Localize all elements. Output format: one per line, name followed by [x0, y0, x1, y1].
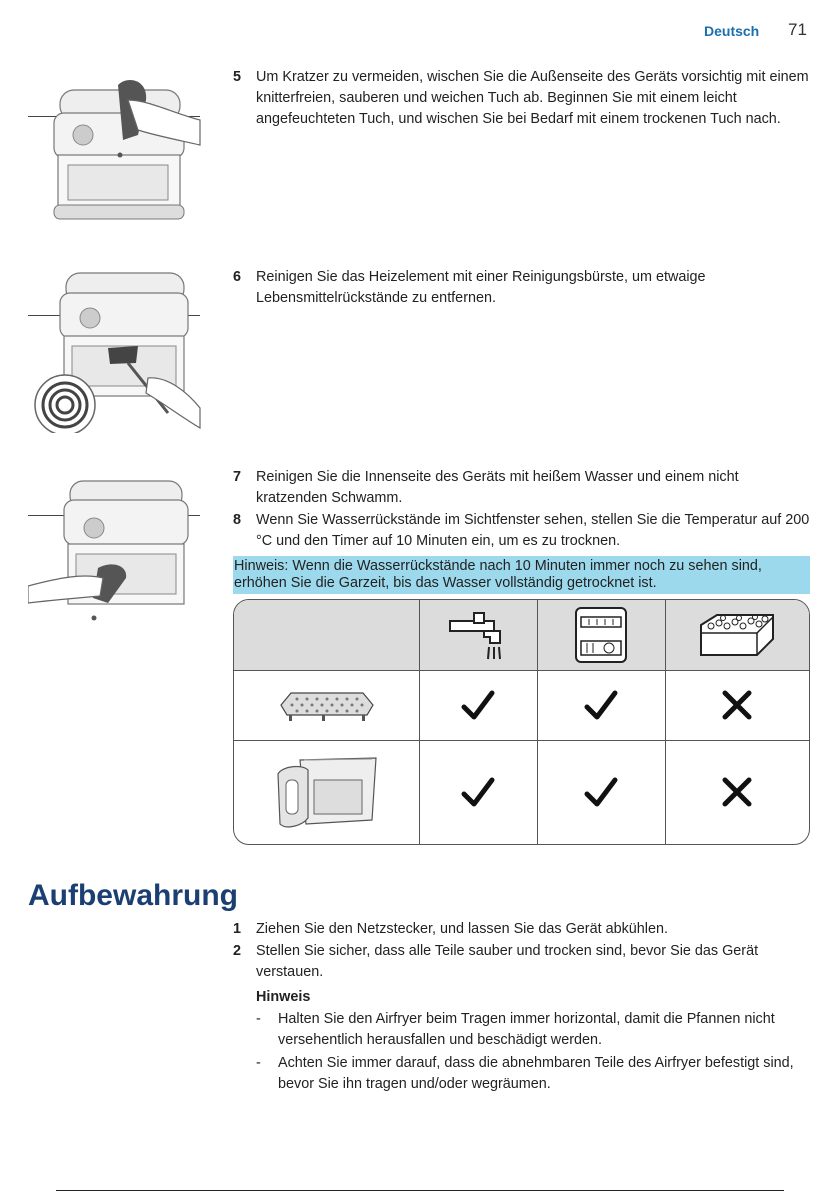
airfryer-brush-illustration: [28, 268, 203, 433]
tap-water-icon: [419, 600, 537, 670]
note-title: Hinweis: [256, 989, 311, 1005]
step-number: 6: [233, 269, 242, 285]
note-bullet: [256, 1009, 816, 1051]
note-highlight: Hinweis: Wenn die Wasserrückstände nach 10 Minuten immer noch zu sehen sind, erhöhen Sie die Garzeit, bis das Wasser vollständig getrocknet ist.: [233, 556, 810, 594]
check-icon: [419, 740, 537, 844]
page-number: 71: [788, 20, 807, 39]
check-icon: [537, 740, 665, 844]
note-bullet: [256, 1053, 816, 1095]
bullet-text: Achten Sie immer darauf, dass die abnehmbaren Teile des Airfryer befestigt sind, bevor Sie ihn tragen und/oder wegräumen.: [278, 1055, 794, 1092]
step-number: 1: [233, 921, 242, 937]
step-number: 7: [233, 469, 242, 485]
cross-icon: [665, 670, 809, 740]
step-text: Wenn Sie Wasserrückstände im Sichtfenster sehen, stellen Sie die Temperatur auf 200 °C und den Timer auf 10 Minuten ein, um es zu trocknen.: [256, 512, 810, 549]
step-text: Reinigen Sie die Innenseite des Geräts mit heißem Wasser und einem nicht kratzenden Schwamm.: [256, 469, 739, 506]
storage-step-2: [233, 941, 813, 983]
step-text: Ziehen Sie den Netzstecker, und lassen Sie das Gerät abkühlen.: [256, 921, 668, 937]
crisper-plate-icon: [234, 670, 419, 740]
step-text: Reinigen Sie das Heizelement mit einer Reinigungsbürste, um etwaige Lebensmittelrückstände zu entfernen.: [256, 269, 706, 306]
storage-step-1: [233, 919, 813, 940]
section-title: Aufbewahrung: [28, 879, 238, 912]
basket-icon: [234, 740, 419, 844]
bullet-marker: -: [256, 1055, 261, 1071]
step-number: 2: [233, 943, 242, 959]
check-icon: [419, 670, 537, 740]
bullet-marker: -: [256, 1011, 261, 1027]
step-5: [233, 67, 813, 130]
cross-icon: [665, 740, 809, 844]
step-number: 5: [233, 69, 242, 85]
sponge-icon: [665, 600, 809, 670]
step-6: [233, 267, 813, 309]
header-language: Deutsch: [704, 23, 760, 39]
step-7: [233, 467, 813, 509]
bullet-text: Halten Sie den Airfryer beim Tragen immer horizontal, damit die Pfannen nicht versehentlich herausfallen und beschädigt werden.: [278, 1011, 775, 1048]
step-text: Stellen Sie sicher, dass alle Teile sauber und trocken sind, bevor Sie das Gerät verstauen.: [256, 943, 759, 980]
check-icon: [537, 670, 665, 740]
cleaning-table: [233, 599, 810, 845]
step-8: [233, 510, 813, 552]
dishwasher-icon: [537, 600, 665, 670]
airfryer-wipe-illustration: [28, 75, 203, 235]
step-number: 8: [233, 512, 242, 528]
airfryer-sponge-illustration: [28, 478, 203, 623]
step-text: Um Kratzer zu vermeiden, wischen Sie die Außenseite des Geräts vorsichtig mit einem knitterfreien, sauberen und weichen Tuch ab. Beginnen Sie mit einem leicht angefeuchteten Tuch, und wischen Sie bei Bedarf mit einem trockenen Tuch nach.: [256, 69, 809, 127]
